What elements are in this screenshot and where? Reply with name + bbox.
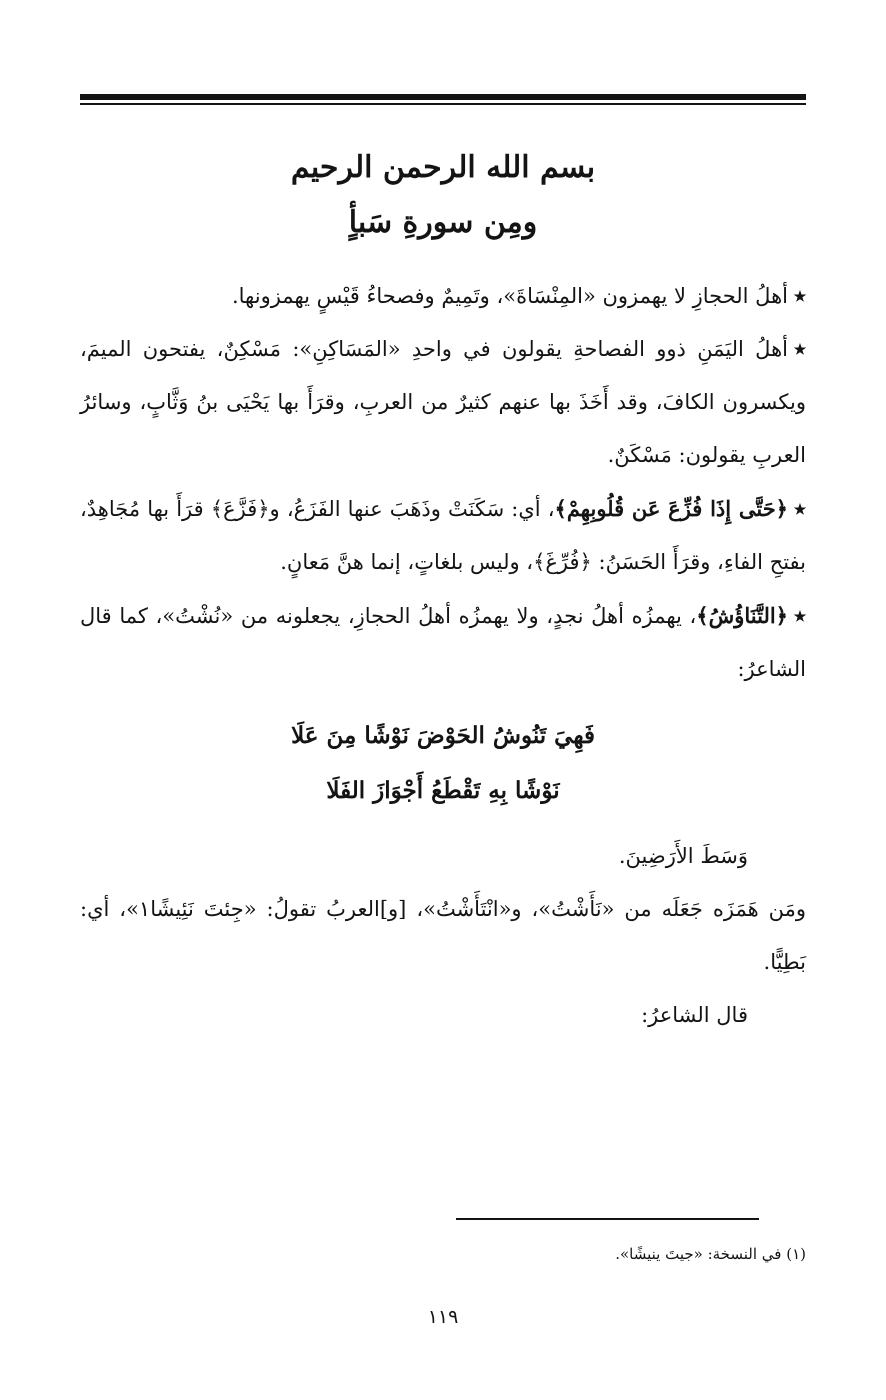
quran-quote: ﴿التَّنَاؤُشُ﴾ bbox=[696, 603, 788, 628]
asterisk-icon: ٭ bbox=[794, 283, 806, 309]
basmala-heading: بسم الله الرحمن الرحيم bbox=[290, 150, 596, 185]
entry-text: أهلُ اليَمَنِ ذوو الفصاحةِ يقولون في واحدِ «المَسَاكِنِ»: مَسْكِنٌ، يفتحون الميمَ، ويكسرون الكافَ، وقد أَخَذَ بها عنهم كثيرٌ من العربِ، وقرَأَ بها يَحْيَى بنُ وَثَّابٍ، وسائرُ العربِ يقولون: مَسْكَنٌ. bbox=[80, 337, 806, 467]
asterisk-icon: ٭ bbox=[793, 496, 806, 522]
entry-2 bbox=[80, 323, 806, 482]
entry-4 bbox=[80, 589, 806, 696]
page-body bbox=[80, 270, 806, 1042]
poem-verse-1: فَهِيَ تَنُوشُ الحَوْضَ نَوْشًا مِنَ عَلَا bbox=[291, 722, 595, 749]
entry-text: ، أي: سَكَنَتْ وذَهَبَ عنها الفَزَعُ، و﴿فَزَّعَ﴾ قرَأَ بها مُجَاهِدٌ، بفتحِ الفاءِ، وقرَأَ الحَسَنُ: ﴿فُرِّغَ﴾، وليس بلغاتٍ، إنما هنَّ مَعانٍ. bbox=[80, 497, 806, 574]
footnote-rule bbox=[456, 1218, 759, 1220]
after-poem-line: وَسَطَ الأَرَضِينَ. bbox=[618, 844, 748, 868]
quran-quote: ﴿حَتَّى إِذَا فُزِّعَ عَن قُلُوبِهِمْ﴾ bbox=[554, 496, 788, 521]
poem-verse-2: نَوْشًا بِهِ تَقْطَعُ أَجْوَازَ الفَلَا bbox=[326, 777, 560, 804]
header-rule-thick bbox=[80, 94, 806, 100]
poet-intro: قال الشاعرُ: bbox=[641, 1003, 748, 1027]
spacer bbox=[80, 696, 806, 708]
body-paragraph: ومَن هَمَزَه جَعَلَه من «نَأَشْتُ»، و«انْتَأَشْتُ»، [و]العربُ تقولُ: «جِئتَ نَئِيشًا١»، أي: بَطِيًّا. bbox=[80, 897, 806, 974]
page-number: ١١٩ bbox=[427, 1306, 459, 1328]
asterisk-icon: ٭ bbox=[794, 336, 806, 362]
entry-text: أهلُ الحجازِ لا يهمزون «المِنْسَاةَ»، وتَمِيمٌ وفصحاءُ قَيْسٍ يهمزونها. bbox=[231, 284, 788, 308]
entry-text: ، يهمزُه أهلُ نجدٍ، ولا يهمزُه أهلُ الحجازِ، يجعلونه من «نُشْتُ»، كما قال الشاعرُ: bbox=[80, 604, 806, 681]
spacer bbox=[80, 818, 806, 830]
entry-3 bbox=[80, 482, 806, 589]
header-rule-thin bbox=[80, 103, 806, 105]
footnote: (١) في النسخة: «جيتَ ينيشًا». bbox=[615, 1245, 806, 1263]
surah-title: ومِن سورةِ سَبأٍ bbox=[348, 205, 538, 240]
asterisk-icon: ٭ bbox=[794, 603, 806, 629]
entry-1 bbox=[80, 270, 806, 323]
